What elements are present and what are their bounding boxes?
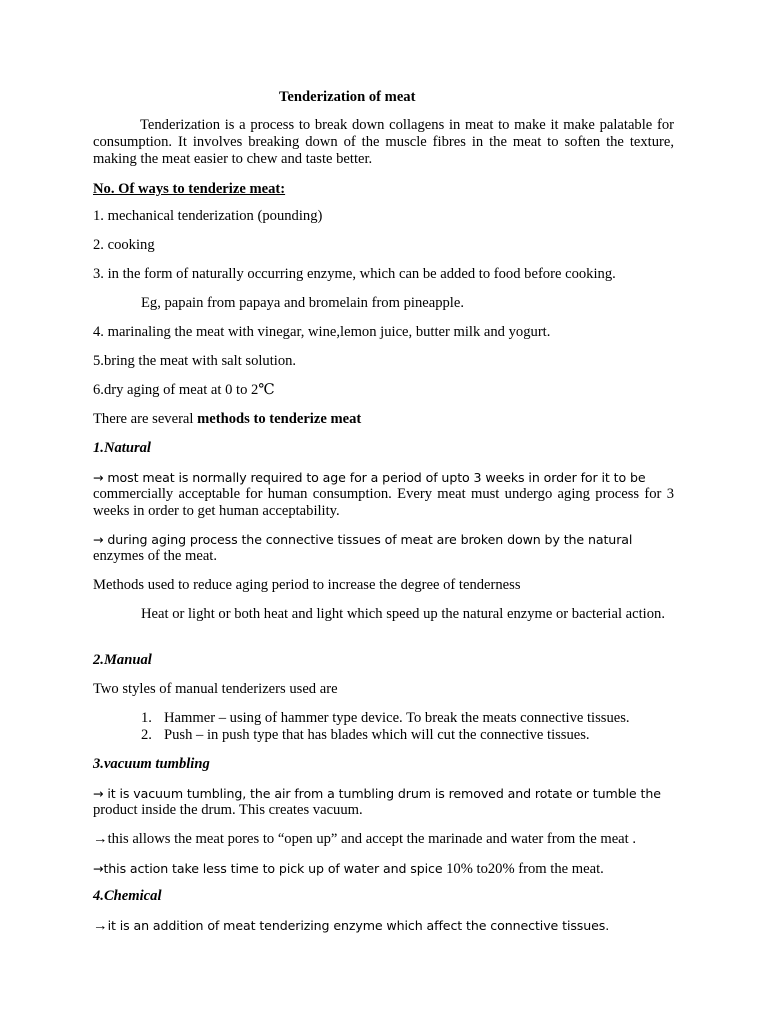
vacuum-paragraph-1-rest: product inside the drum. This creates vacuum. — [93, 802, 363, 818]
methods-intro-text: There are several — [93, 411, 198, 427]
vacuum-paragraph-1-line-1: → it is vacuum tumbling, the air from a tumbling drum is removed and rotate or tumble the — [93, 786, 661, 801]
way-item-2: 2. cooking — [93, 237, 155, 253]
chemical-paragraph-1 — [93, 917, 609, 935]
manual-list-number-1: 1. — [141, 710, 152, 726]
way-item-1: 1. mechanical tenderization (pounding) — [93, 208, 323, 224]
vacuum-paragraph-3-end: 10% to20% from the meat. — [442, 861, 604, 877]
way-item-5: 5.bring the meat with salt solution. — [93, 353, 297, 369]
way-item-6: 6.dry aging of meat at 0 to 2℃ — [93, 382, 275, 398]
manual-list-item-1: Hammer – using of hammer type device. To break the meats connective tissues. — [164, 710, 630, 726]
way-item-3: 3. in the form of naturally occurring enzyme, which can be added to food before cooking. — [93, 266, 616, 282]
way-item-4: 4. marinaling the meat with vinegar, wine,lemon juice, butter milk and yogurt. — [93, 324, 551, 340]
way-item-3-example: Eg, papain from papaya and bromelain from pineapple. — [141, 295, 464, 311]
vacuum-paragraph-3-start: →this action take less time to pick up of water and spice — [93, 861, 443, 876]
manual-list-number-2: 2. — [141, 727, 152, 743]
page-title: Tenderization of meat — [279, 89, 416, 105]
intro-paragraph: Tenderization is a process to break down collagens in meat to make it make palatable for consumption. It involves breaking down of the muscle fibres in the meat to soften the texture, making the meat easier to chew and taste better. — [93, 117, 674, 168]
manual-list-item-2: Push – in push type that has blades which will cut the connective tissues. — [164, 727, 590, 743]
natural-paragraph-1-rest: commercially acceptable for human consumption. Every meat must undergo aging process for 3 weeks in order to get human acceptability. — [93, 486, 674, 520]
methods-intro-bold: methods to tenderize meat — [197, 411, 362, 427]
vacuum-paragraph-2: →this allows the meat pores to “open up” and accept the marinade and water from the meat . — [93, 831, 637, 847]
manual-intro: Two styles of manual tenderizers used are — [93, 681, 338, 697]
natural-paragraph-4: Heat or light or both heat and light which speed up the natural enzyme or bacterial action. — [141, 606, 665, 622]
section-vacuum-heading: 3.vacuum tumbling — [93, 756, 210, 772]
section-natural-heading: 1.Natural — [93, 440, 151, 456]
chemical-paragraph-1-text: it is an addition of meat tenderizing enzyme which affect the connective tissues. — [107, 918, 610, 933]
natural-paragraph-2-rest: enzymes of the meat. — [93, 548, 217, 564]
natural-paragraph-2-line-1: → during aging process the connective tissues of meat are broken down by the natural — [93, 532, 633, 547]
chemical-arrow: → — [93, 918, 108, 934]
ways-heading: No. Of ways to tenderize meat: — [93, 181, 286, 197]
section-chemical-heading: 4.Chemical — [93, 888, 162, 904]
vacuum-paragraph-3 — [93, 860, 604, 878]
section-manual-heading: 2.Manual — [93, 652, 152, 668]
natural-paragraph-1-line-1: → most meat is normally required to age for a period of upto 3 weeks in order for it to be — [93, 470, 646, 485]
natural-paragraph-3: Methods used to reduce aging period to increase the degree of tenderness — [93, 577, 521, 593]
methods-intro — [93, 411, 361, 428]
